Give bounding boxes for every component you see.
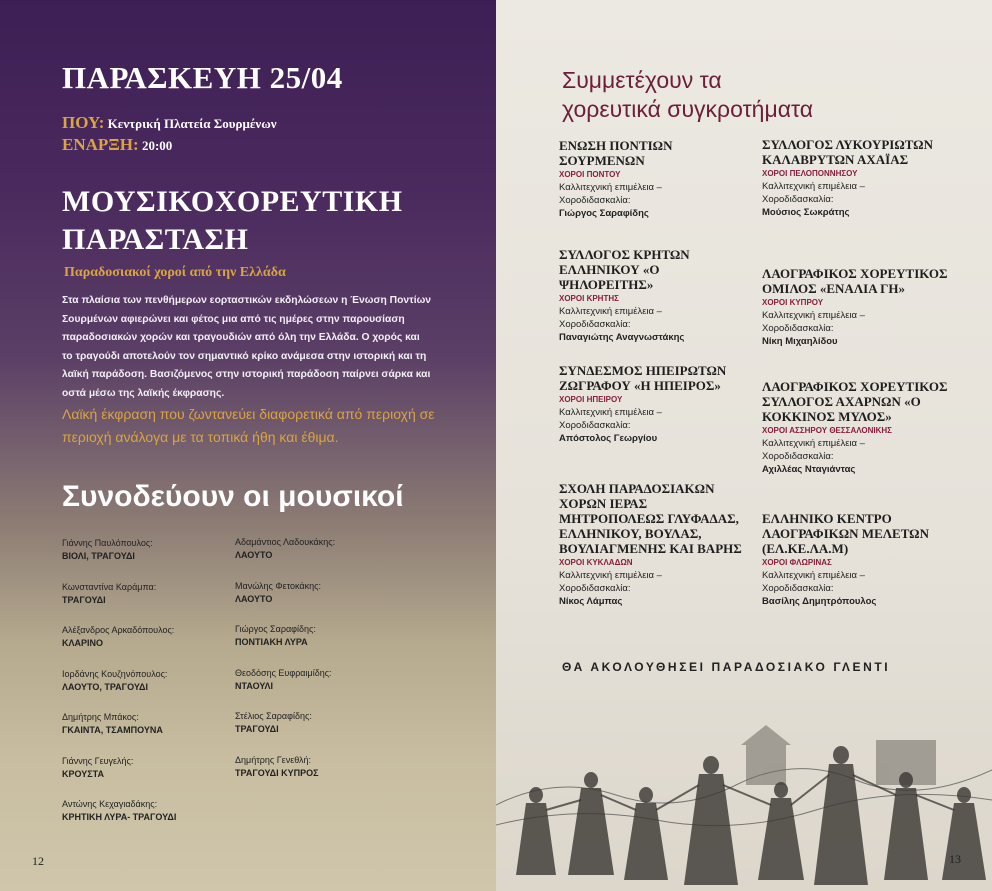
group-role-artistic: Καλλιτεχνική επιμέλεια – — [762, 570, 865, 581]
musician-instrument: ΚΡΗΤΙΚΗ ΛΥΡΑ- ΤΡΑΓΟΥΔΙ — [62, 812, 177, 822]
group-name: ΕΝΩΣΗ ΠΟΝΤΙΩΝ ΣΟΥΡΜΕΝΩΝ — [559, 138, 673, 168]
musician-entry — [62, 798, 176, 824]
page-number-right: 13 — [949, 852, 961, 866]
musician-entry — [62, 711, 163, 737]
musician-instrument: ΤΡΑΓΟΥΔΙ ΚΥΠΡΟΣ — [235, 767, 319, 778]
group-name: ΣΥΛΛΟΓΟΣ ΚΡΗΤΩΝ ΕΛΛΗΝΙΚΟΥ «Ο ΨΗΛΟΡΕΙΤΗΣ» — [559, 247, 690, 292]
group-name: ΕΛΛΗΝΙΚΟ ΚΕΝΤΡΟ ΛΑΟΓΡΑΦΙΚΩΝ ΜΕΛΕΤΩΝ (ΕΛ.ΚΕ.ΛΑ.Μ) — [762, 511, 929, 556]
musician-name: Γιώργος Σαραφίδης: — [235, 624, 316, 634]
group-name: ΣΥΛΛΟΓΟΣ ΛΥΚΟΥΡΙΩΤΩΝ ΚΑΛΑΒΡΥΤΩΝ ΑΧΑΪΑΣ — [762, 137, 933, 167]
musician-name: Στέλιος Σαραφίδης: — [235, 711, 312, 721]
group-role-choreography: Χοροδιδασκαλία: — [559, 583, 631, 594]
group-role-choreography: Χοροδιδασκαλία: — [762, 583, 834, 594]
dance-group — [559, 247, 749, 344]
group-instructor: Νίκη Μιχαηλίδου — [762, 336, 838, 347]
dance-group — [762, 511, 952, 608]
musician-name: Θεοδόσης Ευφραιμίδης: — [235, 667, 332, 678]
musician-entry — [62, 624, 174, 650]
group-dances: ΧΟΡΟΙ ΑΣΣΗΡΟΥ ΘΕΣΣΑΛΟΝΙΚΗΣ — [762, 426, 892, 435]
musician-entry — [235, 580, 321, 606]
closing-note: ΘΑ ΑΚΟΛΟΥΘΗΣΕΙ ΠΑΡΑΔΟΣΙΑΚΟ ΓΛΕΝΤΙ — [562, 660, 891, 674]
group-dances: ΧΟΡΟΙ ΦΛΩΡΙΝΑΣ — [762, 558, 832, 567]
event-title — [62, 183, 482, 259]
dance-group — [762, 379, 952, 476]
dance-group — [762, 137, 952, 219]
group-role-artistic: Καλλιτεχνική επιμέλεια – — [559, 182, 662, 193]
group-role-artistic: Καλλιτεχνική επιμέλεια – — [762, 438, 865, 449]
page-number-left: 12 — [32, 854, 44, 868]
start-value: 20:00 — [141, 138, 173, 153]
group-dances: ΧΟΡΟΙ ΚΡΗΤΗΣ — [559, 294, 619, 303]
group-instructor: Μούσιος Σωκράτης — [762, 207, 850, 218]
musician-entry — [235, 667, 332, 693]
event-description: Στα πλαίσια των πενθήμερων εορταστικών εκδηλώσεων η Ένωση Ποντίων Σουρμένων αφιερώνει και φέτος μια από τις ημέρες στην παρουσίαση παραδοσιακών χορών και τραγουδιών από όλη την Ελλάδα. Ο χορός και το τραγούδι αποτελούν τον σημαντικό κρίκο ανάμεσα στην ιστορική και τη λαϊκή παράδοση. Βασιζόμενος στην ιστορική παράδοση παίρνει σάρκα και οστά μέσω της λαϊκής έκφρασης. — [62, 295, 431, 399]
group-dances: ΧΟΡΟΙ ΚΥΚΛΑΔΩΝ — [559, 558, 633, 567]
group-role-artistic: Καλλιτεχνική επιμέλεια – — [559, 407, 662, 418]
group-role-choreography: Χοροδιδασκαλία: — [559, 420, 631, 431]
group-instructor: Νίκος Λάμπας — [559, 596, 623, 607]
group-role-choreography: Χοροδιδασκαλία: — [762, 194, 834, 205]
groups-title — [562, 66, 922, 124]
dance-group — [559, 138, 749, 220]
musician-name: Γιάννης Γευγελής: — [62, 755, 134, 766]
musician-instrument: ΚΛΑΡΙΝΟ — [62, 638, 104, 648]
musician-entry — [62, 581, 156, 607]
musician-instrument: ΤΡΑΓΟΥΔΙ — [235, 724, 279, 734]
group-dances: ΧΟΡΟΙ ΠΕΛΟΠΟΝΝΗΣΟΥ — [762, 169, 858, 178]
musician-instrument: ΛΑΟΥΤΟ — [235, 593, 273, 604]
musician-entry — [62, 537, 153, 563]
musician-entry — [235, 623, 316, 649]
groups-title-line1: Συμμετέχουν τα — [562, 67, 722, 93]
event-title-line1: ΜΟΥΣΙΚΟΧΟΡΕΥΤΙΚΗ — [62, 185, 403, 218]
group-dances: ΧΟΡΟΙ ΠΟΝΤΟΥ — [559, 170, 621, 179]
musician-entry — [235, 754, 319, 780]
group-instructor: Παναγιώτης Αναγνωστάκης — [559, 332, 685, 343]
musician-instrument: ΒΙΟΛΙ, ΤΡΑΓΟΥΔΙ — [62, 551, 135, 561]
musician-entry — [62, 668, 167, 694]
dance-group — [762, 266, 952, 348]
group-name: ΛΑΟΓΡΑΦΙΚΟΣ ΧΟΡΕΥΤΙΚΟΣ ΟΜΙΛΟΣ «ΕΝΑΛΙΑ ΓΗ» — [762, 266, 948, 296]
where-value: Κεντρική Πλατεία Σουρμένων — [107, 116, 277, 131]
group-dances: ΧΟΡΟΙ ΗΠΕΙΡΟΥ — [559, 395, 623, 404]
musician-name: Ιορδάνης Κουζηνόπουλος: — [62, 668, 168, 679]
event-subtitle: Παραδοσιακοί χοροί από την Ελλάδα — [64, 265, 286, 280]
musicians-title: Συνοδεύουν οι μουσικοί — [62, 480, 404, 513]
musician-instrument: ΤΡΑΓΟΥΔΙ — [62, 594, 106, 605]
musician-instrument: ΠΟΝΤΙΑΚΗ ΛΥΡΑ — [235, 637, 308, 647]
group-name: ΛΑΟΓΡΑΦΙΚΟΣ ΧΟΡΕΥΤΙΚΟΣ ΣΥΛΛΟΓΟΣ ΑΧΑΡΝΩΝ «Ο ΚΟΚΚΙΝΟΣ ΜΥΛΟΣ» — [762, 379, 948, 424]
group-role-artistic: Καλλιτεχνική επιμέλεια – — [559, 570, 662, 581]
musician-instrument: ΛΑΟΥΤΟ, ΤΡΑΓΟΥΔΙ — [62, 681, 148, 692]
musician-instrument: ΓΚΑΙΝΤΑ, ΤΣΑΜΠΟΥΝΑ — [62, 725, 163, 735]
group-role-artistic: Καλλιτεχνική επιμέλεια – — [762, 310, 865, 321]
group-instructor: Αχιλλέας Νταγιάντας — [762, 464, 856, 475]
musician-name: Μανώλης Φετοκάκης: — [235, 580, 321, 591]
where-line — [62, 113, 277, 133]
event-quote: Λαϊκή έκφραση που ζωντανεύει διαφορετικά από περιοχή σε περιοχή ανάλογα με τα τοπικά ήθη και έθιμα. — [62, 406, 435, 445]
musician-name: Δημήτρης Γενεθλή: — [235, 754, 312, 765]
dance-group — [559, 481, 749, 608]
musician-instrument: ΝΤΑΟΥΛΙ — [235, 680, 274, 691]
date-title: ΠΑΡΑΣΚΕΥΗ 25/04 — [62, 60, 343, 95]
dancers-illustration — [496, 685, 992, 891]
musician-instrument: ΛΑΟΥΤΟ — [235, 550, 273, 560]
group-role-choreography: Χοροδιδασκαλία: — [559, 195, 631, 206]
musician-name: Αδαμάντιος Λαδουκάκης: — [235, 537, 336, 547]
groups-title-line2: χορευτικά συγκροτήματα — [562, 96, 814, 122]
group-dances: ΧΟΡΟΙ ΚΥΠΡΟΥ — [762, 298, 824, 307]
group-role-artistic: Καλλιτεχνική επιμέλεια – — [559, 306, 662, 317]
musician-instrument: ΚΡΟΥΣΤΑ — [62, 768, 104, 779]
start-line — [62, 135, 172, 155]
dance-group — [559, 363, 749, 445]
musician-entry — [235, 536, 335, 562]
event-title-line2: ΠΑΡΑΣΤΑΣΗ — [62, 223, 249, 256]
musician-name: Κωνσταντίνα Καράμπα: — [62, 581, 157, 592]
group-role-choreography: Χοροδιδασκαλία: — [762, 323, 834, 334]
start-label: ΕΝΑΡΞΗ: — [62, 135, 139, 154]
group-role-choreography: Χοροδιδασκαλία: — [559, 319, 631, 330]
musician-entry — [62, 755, 133, 781]
group-instructor: Απόστολος Γεωργίου — [559, 433, 658, 444]
group-instructor: Γιώργος Σαραφίδης — [559, 208, 649, 219]
musician-entry — [235, 710, 312, 736]
group-role-artistic: Καλλιτεχνική επιμέλεια – — [762, 181, 865, 192]
group-role-choreography: Χοροδιδασκαλία: — [762, 451, 834, 462]
group-name: ΣΧΟΛΗ ΠΑΡΑΔΟΣΙΑΚΩΝ ΧΟΡΩΝ ΙΕΡΑΣ ΜΗΤΡΟΠΟΛΕΩΣ ΓΛΥΦΑΔΑΣ, ΕΛΛΗΝΙΚΟΥ, ΒΟΥΛΑΣ, ΒΟΥΛΙΑΓΜΕΝΗΣ ΚΑΙ ΒΑΡΗΣ — [559, 481, 742, 556]
group-instructor: Βασίλης Δημητρόπουλος — [762, 596, 877, 607]
musician-name: Αντώνης Κεχαγιαδάκης: — [62, 799, 158, 809]
musician-name: Γιάννης Παυλόπουλος: — [62, 538, 153, 548]
musician-name: Δημήτρης Μπάκος: — [62, 712, 139, 722]
where-label: ΠΟΥ: — [62, 113, 105, 132]
group-name: ΣΥΝΔΕΣΜΟΣ ΗΠΕΙΡΩΤΩΝ ΖΩΓΡΑΦΟΥ «Η ΗΠΕΙΡΟΣ» — [559, 363, 727, 393]
musician-name: Αλέξανδρος Αρκαδόπουλος: — [62, 625, 175, 635]
